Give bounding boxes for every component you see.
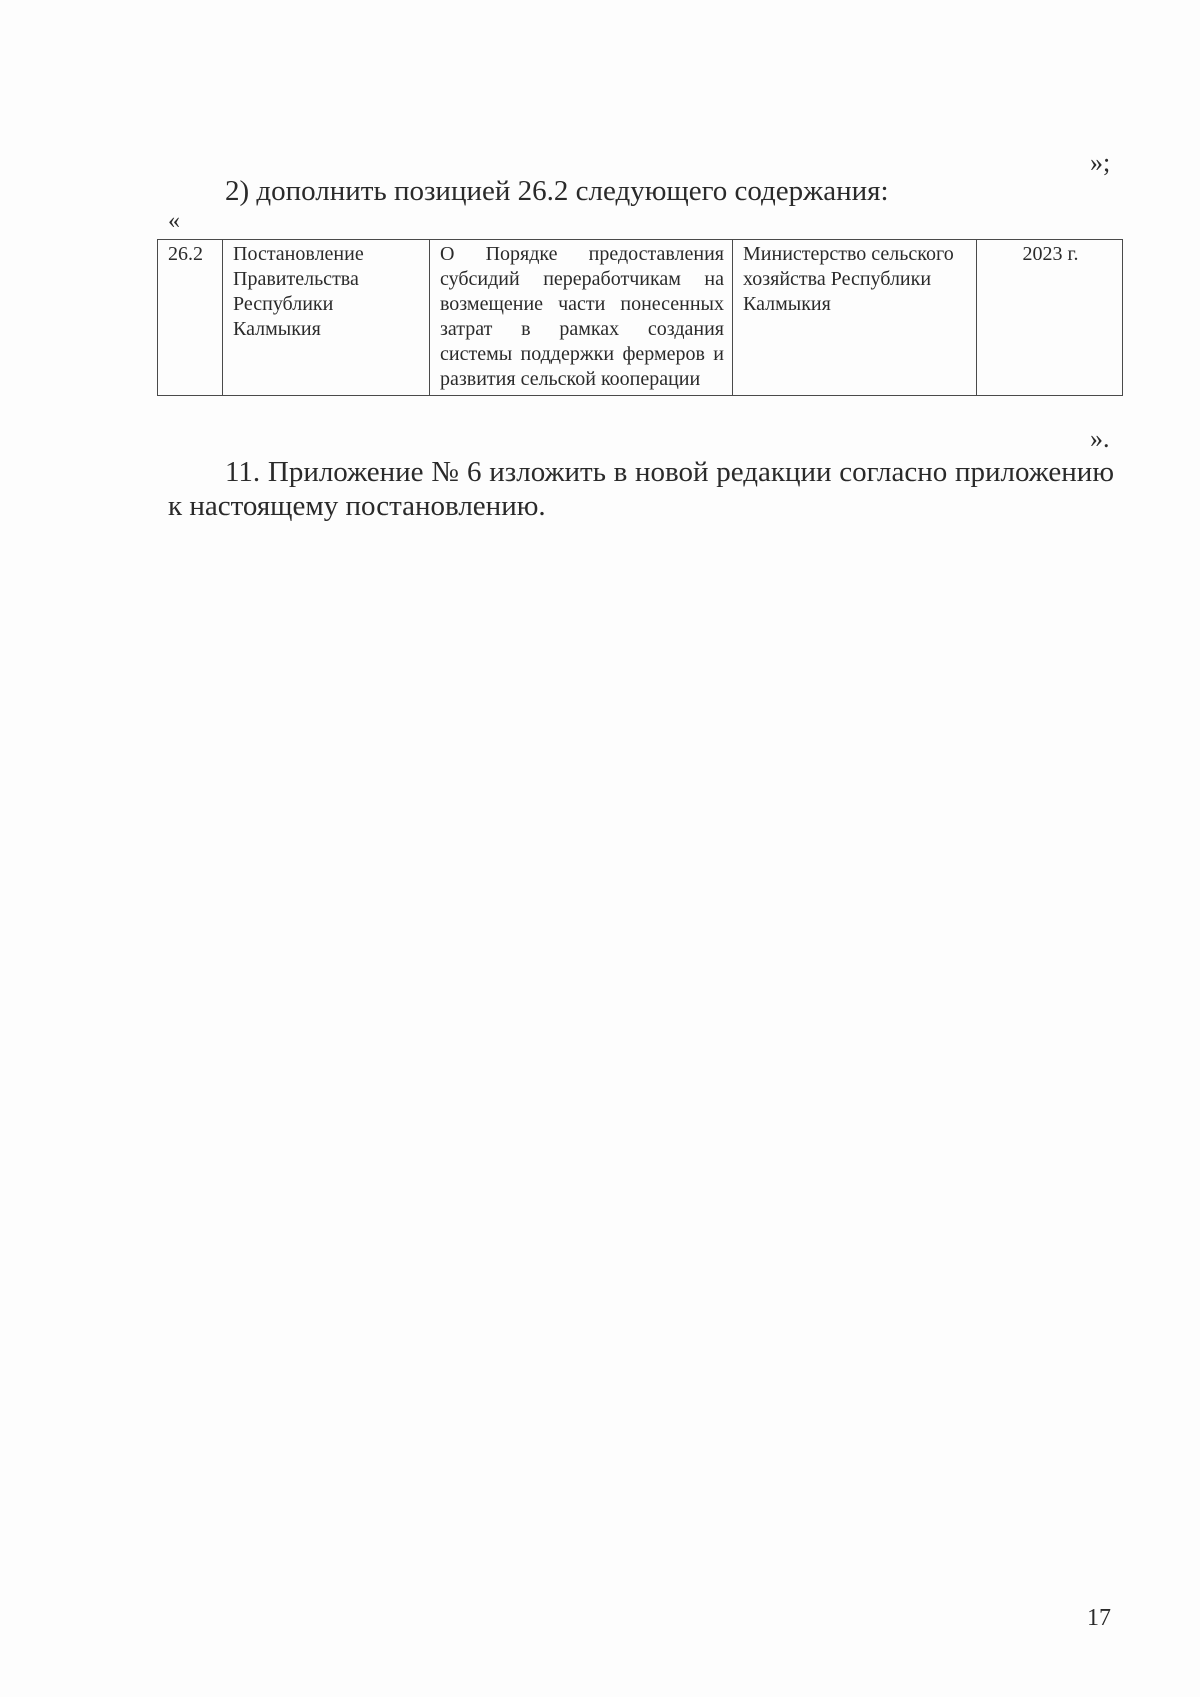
position-number-cell: 26.2 — [158, 240, 223, 396]
closing-quote-bottom: ». — [1090, 424, 1110, 453]
amendment-table — [157, 239, 1123, 396]
closing-quote-top: »; — [1090, 148, 1111, 177]
intro-line: 2) дополнить позицией 26.2 следующего содержания: — [225, 175, 889, 207]
year-cell: 2023 г. — [977, 240, 1123, 396]
table-row — [158, 240, 1123, 396]
opening-quote: « — [168, 208, 180, 234]
responsible-body-cell: Министерство сельского хозяйства Республики Калмыкия — [733, 240, 977, 396]
page-number: 17 — [1087, 1605, 1111, 1631]
act-type-cell: Постановление Правительства Республики Калмыкия — [223, 240, 430, 396]
paragraph-11: 11. Приложение № 6 изложить в новой редакции согласно приложению к настоящему постановлению. — [168, 456, 1114, 522]
act-title-cell: О Порядке предоставления субсидий переработчикам на возмещение части понесенных затрат в рамках создания системы поддержки фермеров и развития сельской кооперации — [430, 240, 733, 396]
